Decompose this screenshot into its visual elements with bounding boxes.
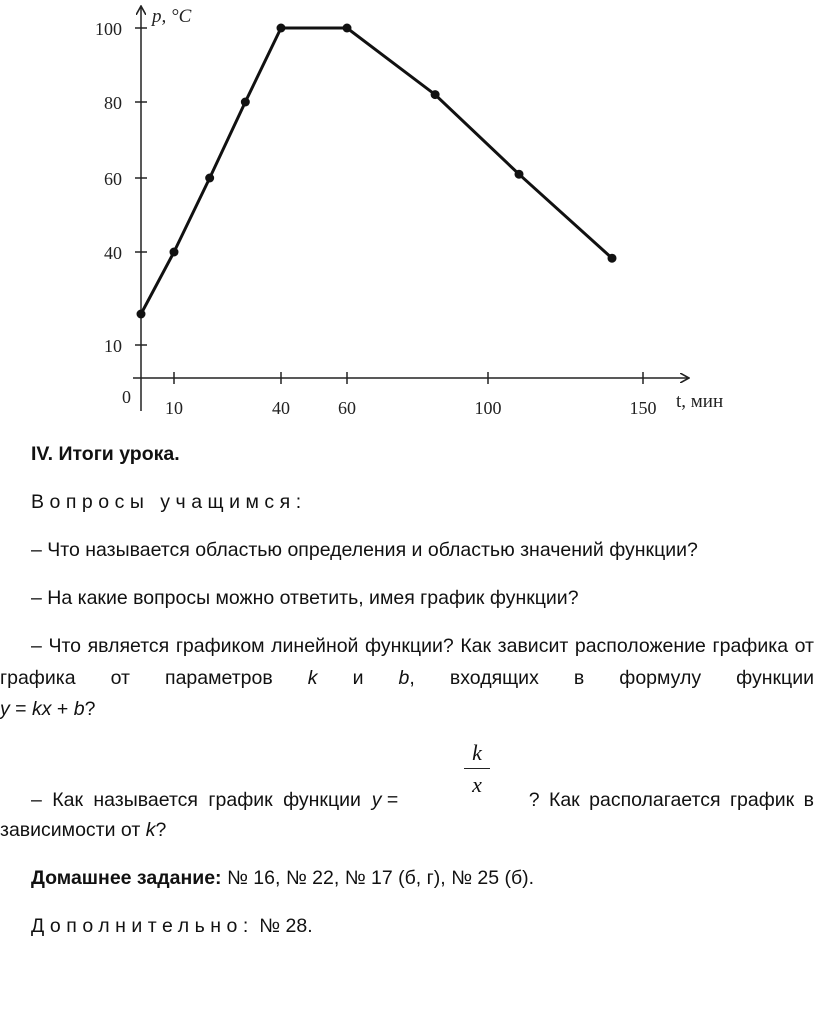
q4-end: ? bbox=[155, 819, 167, 841]
y-tick-label: 80 bbox=[104, 93, 122, 113]
data-point bbox=[431, 90, 440, 99]
and-word: и bbox=[352, 667, 364, 689]
x-tick-label: 60 bbox=[338, 398, 356, 418]
data-point bbox=[277, 24, 286, 33]
data-point bbox=[515, 170, 524, 179]
y-tick-label: 100 bbox=[95, 19, 122, 39]
x-axis-label bbox=[676, 391, 723, 412]
y-tick-label: 60 bbox=[104, 169, 122, 189]
param-b: b bbox=[398, 667, 410, 689]
question-4-line-2 bbox=[0, 816, 166, 844]
formula-y: y bbox=[0, 698, 10, 720]
x-tick-label: 10 bbox=[165, 398, 183, 418]
data-point bbox=[241, 98, 250, 107]
questions-heading: Вопросы учащимся: bbox=[31, 491, 307, 513]
formula-kx: kx bbox=[31, 698, 52, 720]
extra-label: Дополнительно: bbox=[31, 915, 254, 937]
fraction-k-over-x bbox=[462, 740, 492, 797]
q4-k: k bbox=[145, 819, 156, 841]
y-tick-label: 10 bbox=[104, 336, 122, 356]
question-3-text-b: , входящих в формулу функции bbox=[409, 667, 814, 689]
formula-b: b bbox=[73, 698, 85, 720]
question-3-line-2 bbox=[0, 664, 814, 692]
y-axis-label bbox=[150, 6, 192, 27]
formula-eq: = bbox=[9, 698, 32, 720]
question-1: – Что называется областью определения и областью значений функции? bbox=[31, 539, 698, 561]
extra-text: № 28. bbox=[253, 915, 313, 937]
x-axis-label-text: t, мин bbox=[676, 391, 724, 412]
x-tick-label: 100 bbox=[474, 398, 502, 418]
origin-label: 0 bbox=[122, 387, 131, 407]
formula-plus: + bbox=[51, 698, 74, 720]
question-3-tail: графика от параметров bbox=[0, 667, 273, 689]
data-point bbox=[205, 174, 214, 183]
question-4-text-a: – Как называется график функции bbox=[31, 789, 361, 811]
q4-eq: = bbox=[381, 789, 399, 811]
formula-end: ? bbox=[84, 698, 96, 720]
temperature-chart bbox=[0, 0, 816, 425]
homework bbox=[31, 864, 534, 892]
data-point bbox=[608, 254, 617, 263]
homework-label: Домашнее задание: bbox=[31, 867, 222, 889]
question-4-text-b: ? Как располагается график в bbox=[528, 789, 814, 811]
homework-text: № 16, № 22, № 17 (б, г), № 25 (б). bbox=[221, 867, 535, 889]
question-3-formula bbox=[0, 695, 95, 723]
question-3-line-1 bbox=[0, 632, 814, 660]
param-k: k bbox=[307, 667, 318, 689]
y-tick-label: 40 bbox=[104, 243, 122, 263]
fraction-denominator: x bbox=[472, 772, 482, 797]
x-tick-label: 40 bbox=[272, 398, 290, 418]
temperature-line bbox=[141, 28, 612, 314]
fraction-bar bbox=[464, 768, 490, 769]
question-3 bbox=[0, 632, 814, 660]
question-2: – На какие вопросы можно ответить, имея график функции? bbox=[31, 587, 579, 609]
question-4-tail: зависимости от bbox=[0, 819, 146, 841]
extra-task bbox=[31, 912, 313, 940]
data-point bbox=[343, 24, 352, 33]
x-tick-label: 150 bbox=[629, 398, 657, 418]
data-point bbox=[137, 310, 146, 319]
question-3-text-a: – Что является графиком линейной функции? Как зависит расположение графика от bbox=[31, 635, 814, 657]
q4-y: y bbox=[371, 789, 382, 811]
data-point bbox=[170, 248, 179, 257]
y-axis-label-text: p, °C bbox=[152, 6, 192, 27]
section-title: IV. Итоги урока. bbox=[31, 443, 180, 465]
fraction-numerator: k bbox=[472, 740, 482, 765]
